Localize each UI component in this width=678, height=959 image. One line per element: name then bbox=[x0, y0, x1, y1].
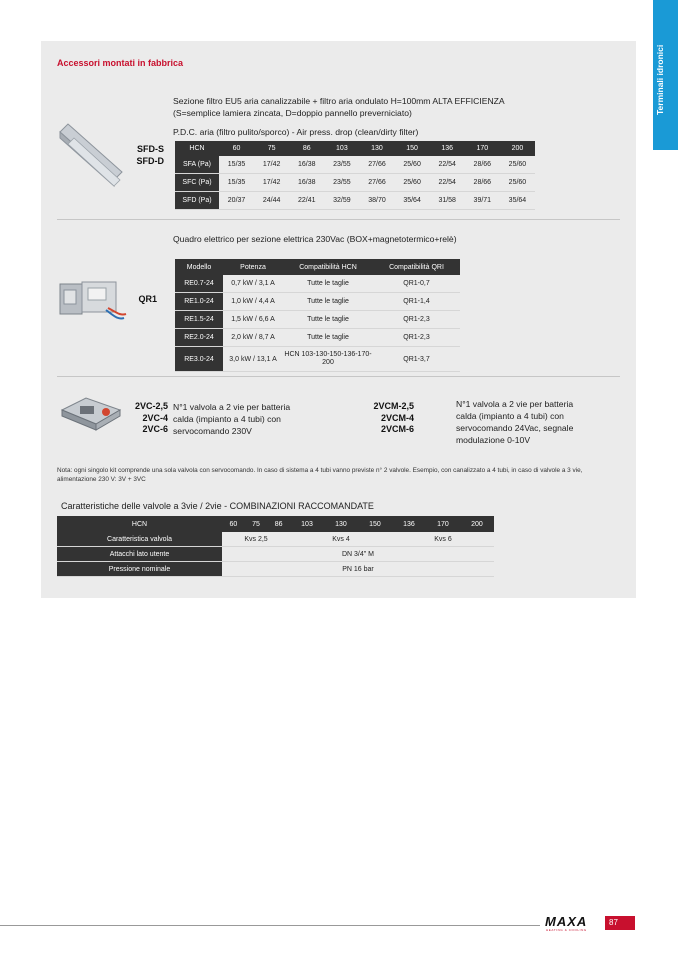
table-cell: 35/64 bbox=[500, 192, 535, 210]
table-row-header: Attacchi lato utente bbox=[57, 547, 222, 562]
table-cell: 20/37 bbox=[219, 192, 254, 210]
table-cell: 27/66 bbox=[359, 156, 394, 174]
table-cell: 25/60 bbox=[500, 174, 535, 192]
table-header: Compatibilità QRI bbox=[373, 259, 460, 275]
page-number: 87 bbox=[605, 916, 635, 930]
table-row bbox=[175, 347, 460, 372]
table-header-row bbox=[175, 259, 460, 275]
table-header: 136 bbox=[392, 516, 426, 532]
valve-desc-line: calda (impianto a 4 tubi) con bbox=[173, 414, 281, 424]
valve-table-title: Caratteristiche delle valvole a 3vie / 2vie - COMBINAZIONI RACCOMANDATE bbox=[61, 501, 374, 511]
filter-codes bbox=[112, 144, 164, 167]
table-cell: 1,5 kW / 6,6 A bbox=[223, 311, 283, 329]
table-cell: 1,0 kW / 4,4 A bbox=[223, 293, 283, 311]
table-header: 86 bbox=[267, 516, 290, 532]
table-cell: 16/38 bbox=[289, 174, 324, 192]
valve-illustration bbox=[58, 396, 124, 432]
valve-desc-line: calda (impianto a 4 tubi) con bbox=[456, 411, 564, 421]
table-row bbox=[175, 293, 460, 311]
table-cell: 17/42 bbox=[254, 156, 289, 174]
table-cell: PN 16 bar bbox=[222, 562, 494, 577]
table-row-header: RE2.0-24 bbox=[175, 329, 223, 347]
table-header: 130 bbox=[324, 516, 358, 532]
table-row-header: SFA (Pa) bbox=[175, 156, 219, 174]
table-cell: 31/58 bbox=[430, 192, 465, 210]
table-header: 75 bbox=[254, 141, 289, 156]
table-cell: Tutte le taglie bbox=[283, 293, 373, 311]
table-cell: Kvs 4 bbox=[290, 532, 392, 547]
table-header-row bbox=[57, 516, 494, 532]
table-cell: QR1-2,3 bbox=[373, 311, 460, 329]
valve-code: 2VC-2,5 bbox=[134, 401, 168, 411]
table-cell: QR1-1,4 bbox=[373, 293, 460, 311]
table-cell: 3,0 kW / 13,1 A bbox=[223, 347, 283, 372]
table-cell: Tutte le taglie bbox=[283, 275, 373, 293]
filter-code: SFD-D bbox=[136, 155, 164, 166]
table-row-header: SFC (Pa) bbox=[175, 174, 219, 192]
table-cell: 16/38 bbox=[289, 156, 324, 174]
table-row bbox=[57, 532, 494, 547]
table-cell: 32/59 bbox=[324, 192, 359, 210]
divider bbox=[57, 376, 620, 377]
table-row-header: RE1.0-24 bbox=[175, 293, 223, 311]
valve-codes-left bbox=[118, 401, 168, 436]
table-header: 170 bbox=[426, 516, 460, 532]
table-row bbox=[175, 275, 460, 293]
table-cell: DN 3/4" M bbox=[222, 547, 494, 562]
valve-code: 2VCM-2,5 bbox=[373, 401, 414, 411]
table-cell: 22/54 bbox=[430, 156, 465, 174]
table-cell: 35/64 bbox=[395, 192, 430, 210]
brand-tagline: HEATING & COOLING bbox=[546, 928, 587, 932]
table-header: 60 bbox=[222, 516, 245, 532]
table-header: 200 bbox=[500, 141, 535, 156]
filter-code: SFD-S bbox=[137, 144, 164, 154]
table-cell: Kvs 6 bbox=[392, 532, 494, 547]
table-header: 150 bbox=[358, 516, 392, 532]
table-cell: 39/71 bbox=[465, 192, 500, 210]
table-header: Potenza bbox=[223, 259, 283, 275]
table-cell: Tutte le taglie bbox=[283, 329, 373, 347]
note-text: Nota: ogni singolo kit comprende una sola valvola con servocomando. In caso di sistema a 4 tubi vanno previste n° 2 valvole. Esempio, con canalizzato a 4 tubi, in caso di valvole a 3 vie, alimentazione 230 V: 3V + 3VC bbox=[57, 467, 583, 483]
table-header: 103 bbox=[290, 516, 324, 532]
table-cell: Kvs 2,5 bbox=[222, 532, 290, 547]
quadro-desc: Quadro elettrico per sezione elettrica 230Vac (BOX+magnetotermico+relè) bbox=[173, 234, 457, 244]
valve-code: 2VC-6 bbox=[142, 424, 168, 434]
quadro-code: QR1 bbox=[138, 294, 157, 304]
filter-pdc-label: P.D.C. aria (filtro pulito/sporco) - Air press. drop (clean/dirty filter) bbox=[173, 127, 419, 137]
table-cell: 25/60 bbox=[500, 156, 535, 174]
table-cell: Tutte le taglie bbox=[283, 311, 373, 329]
table-cell: QR1-2,3 bbox=[373, 329, 460, 347]
table-cell: 25/60 bbox=[395, 174, 430, 192]
table-header: 200 bbox=[460, 516, 494, 532]
table-row bbox=[57, 562, 494, 577]
table-header: Modello bbox=[175, 259, 223, 275]
table-cell: 15/35 bbox=[219, 174, 254, 192]
valve-desc-line: modulazione 0-10V bbox=[456, 435, 531, 445]
valve-desc-right bbox=[456, 398, 573, 446]
table-row bbox=[175, 174, 535, 192]
divider bbox=[57, 219, 620, 220]
table-row-header: SFD (Pa) bbox=[175, 192, 219, 210]
table-cell: 38/70 bbox=[359, 192, 394, 210]
table-header: Compatibilità HCN bbox=[283, 259, 373, 275]
table-row-header: RE3.0-24 bbox=[175, 347, 223, 372]
table-row-header: Caratteristica valvola bbox=[57, 532, 222, 547]
table-row bbox=[175, 192, 535, 210]
table-cell: 28/66 bbox=[465, 156, 500, 174]
table-row-header: RE1.5-24 bbox=[175, 311, 223, 329]
table-header: 86 bbox=[289, 141, 324, 156]
table-cell: 2,0 kW / 8,7 A bbox=[223, 329, 283, 347]
electrical-box-illustration bbox=[58, 278, 128, 322]
table-cell: 17/42 bbox=[254, 174, 289, 192]
table-header: 150 bbox=[395, 141, 430, 156]
table-row bbox=[57, 547, 494, 562]
table-cell: 23/55 bbox=[324, 156, 359, 174]
table-header: 75 bbox=[245, 516, 268, 532]
valve-code: 2VCM-4 bbox=[380, 412, 414, 423]
table-row-header: Pressione nominale bbox=[57, 562, 222, 577]
table-cell: QR1-0,7 bbox=[373, 275, 460, 293]
valve-desc-line: servocomando 230V bbox=[173, 426, 252, 436]
valve-codes-right bbox=[356, 401, 414, 436]
quadro-table bbox=[175, 259, 460, 372]
valve-desc-line: N°1 valvola a 2 vie per batteria bbox=[173, 402, 291, 412]
table-header: 130 bbox=[359, 141, 394, 156]
table-row bbox=[175, 156, 535, 174]
section-title: Accessori montati in fabbrica bbox=[57, 58, 184, 68]
footer-line bbox=[0, 925, 540, 926]
side-tab bbox=[653, 0, 678, 150]
brand-logo: MAXA bbox=[545, 914, 588, 929]
valve-table bbox=[57, 516, 494, 577]
table-cell: QR1-3,7 bbox=[373, 347, 460, 372]
table-header: HCN bbox=[175, 141, 219, 156]
valve-desc-left bbox=[173, 401, 290, 437]
filter-table bbox=[175, 141, 535, 210]
table-cell: 25/60 bbox=[395, 156, 430, 174]
table-header: 103 bbox=[324, 141, 359, 156]
filter-desc-line1: Sezione filtro EU5 aria canalizzabile + filtro aria ondulato H=100mm ALTA EFFICIENZA bbox=[173, 96, 505, 106]
table-cell: 22/54 bbox=[430, 174, 465, 192]
table-header: 170 bbox=[465, 141, 500, 156]
table-cell: 22/41 bbox=[289, 192, 324, 210]
filter-desc-line2: (S=semplice lamiera zincata, D=doppio pannello preverniciato) bbox=[173, 108, 412, 118]
table-cell: 15/35 bbox=[219, 156, 254, 174]
valve-desc-line: servocomando 24Vac, segnale bbox=[456, 423, 574, 433]
table-cell: 0,7 kW / 3,1 A bbox=[223, 275, 283, 293]
table-header: HCN bbox=[57, 516, 222, 532]
side-tab-label: Terminali idronici bbox=[655, 44, 665, 116]
table-cell: HCN 103-130-150-136-170-200 bbox=[283, 347, 373, 372]
valve-code: 2VC-4 bbox=[142, 412, 168, 423]
table-header: 60 bbox=[219, 141, 254, 156]
table-cell: 27/66 bbox=[359, 174, 394, 192]
valve-code: 2VCM-6 bbox=[380, 424, 414, 434]
table-header: 136 bbox=[430, 141, 465, 156]
table-cell: 28/66 bbox=[465, 174, 500, 192]
table-header-row bbox=[175, 141, 535, 156]
table-cell: 23/55 bbox=[324, 174, 359, 192]
table-cell: 24/44 bbox=[254, 192, 289, 210]
table-row bbox=[175, 329, 460, 347]
table-row bbox=[175, 311, 460, 329]
table-row-header: RE0.7-24 bbox=[175, 275, 223, 293]
valve-desc-line: N°1 valvola a 2 vie per batteria bbox=[456, 399, 574, 409]
